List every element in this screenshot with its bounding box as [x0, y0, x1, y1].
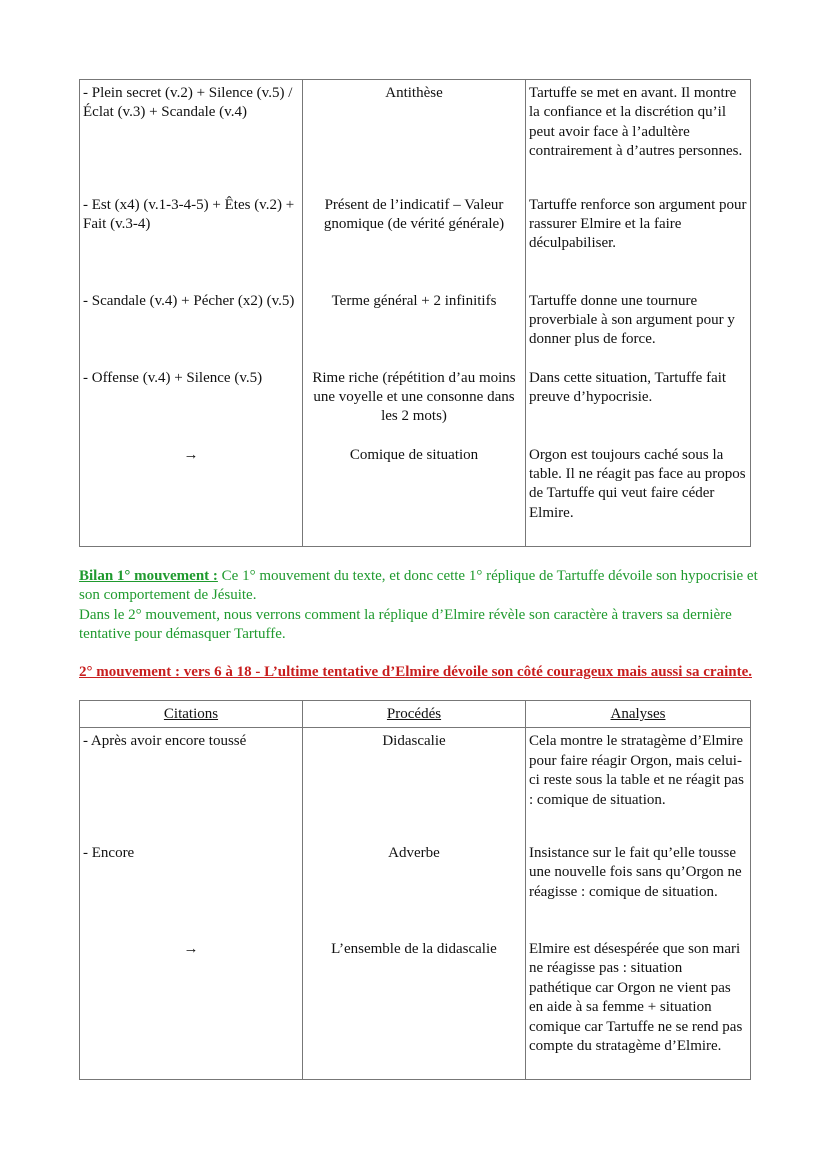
citation-cell: - Encore — [80, 844, 303, 940]
analyse-cell: Tartuffe donne une tournure proverbiale à son argument pour y donner plus de force. — [526, 292, 751, 369]
table-row — [80, 369, 751, 446]
analysis-table-2 — [79, 700, 751, 1080]
procede-cell: L’ensemble de la didascalie — [303, 940, 526, 1080]
mouvement-2-heading: 2° mouvement : vers 6 à 18 - L’ultime tentative d’Elmire dévoile son côté courageux mais aussi sa crainte. — [79, 664, 752, 680]
citation-cell — [80, 446, 303, 547]
table-row — [80, 728, 751, 844]
citation-cell: - Offense (v.4) + Silence (v.5) — [80, 369, 303, 446]
procede-cell: Comique de situation — [303, 446, 526, 547]
header-citations: Citations — [80, 701, 303, 728]
arrow-icon: → — [183, 940, 199, 957]
citation-cell — [80, 940, 303, 1080]
procede-cell: Terme général + 2 infinitifs — [303, 292, 526, 369]
table-row — [80, 80, 751, 196]
bilan-title: Bilan 1° mouvement : — [79, 568, 218, 584]
citation-cell: - Plein secret (v.2) + Silence (v.5) / Éclat (v.3) + Scandale (v.4) — [80, 80, 303, 196]
table-row — [80, 940, 751, 1080]
citation-cell: - Scandale (v.4) + Pécher (x2) (v.5) — [80, 292, 303, 369]
procede-cell: Antithèse — [303, 80, 526, 196]
table-header-row — [80, 701, 751, 728]
arrow-icon: → — [183, 446, 199, 463]
bilan-paragraph — [79, 567, 759, 645]
bilan-text-2: Dans le 2° mouvement, nous verrons comment la réplique d’Elmire révèle son caractère à travers sa dernière tentative pour démasquer Tartuffe. — [79, 606, 732, 643]
analyse-cell: Dans cette situation, Tartuffe fait preuve d’hypocrisie. — [526, 369, 751, 446]
table-row — [80, 196, 751, 292]
header-analyses: Analyses — [526, 701, 751, 728]
procede-cell: Présent de l’indicatif – Valeur gnomique (de vérité générale) — [303, 196, 526, 292]
analysis-table-1 — [79, 79, 751, 547]
procede-cell: Adverbe — [303, 844, 526, 940]
analyse-cell: Tartuffe se met en avant. Il montre la confiance et la discrétion qu’il peut avoir face à l’adultère contrairement à d’autres personnes. — [526, 80, 751, 196]
table-row — [80, 844, 751, 940]
procede-cell: Rime riche (répétition d’au moins une voyelle et une consonne dans les 2 mots) — [303, 369, 526, 446]
analyse-cell: Insistance sur le fait qu’elle tousse une nouvelle fois sans qu’Orgon ne réagisse : comique de situation. — [526, 844, 751, 940]
bilan-text: Ce 1° mouvement du texte, et donc cette 1° réplique de Tartuffe dévoile son hypocrisie et son comportement de Jésuite. — [79, 568, 758, 604]
table-row — [80, 446, 751, 547]
header-procedes: Procédés — [303, 701, 526, 728]
procede-cell: Didascalie — [303, 728, 526, 844]
analyse-cell: Tartuffe renforce son argument pour rassurer Elmire et la faire déculpabiliser. — [526, 196, 751, 292]
analyse-cell: Cela montre le stratagème d’Elmire pour faire réagir Orgon, mais celui-ci reste sous la table et ne réagit pas : comique de situation. — [526, 728, 751, 844]
table-row — [80, 292, 751, 369]
citation-cell: - Après avoir encore toussé — [80, 728, 303, 844]
citation-cell: - Est (x4) (v.1-3-4-5) + Êtes (v.2) + Fait (v.3-4) — [80, 196, 303, 292]
analyse-cell: Orgon est toujours caché sous la table. Il ne réagit pas face au propos de Tartuffe qui veut faire céder Elmire. — [526, 446, 751, 547]
analyse-cell: Elmire est désespérée que son mari ne réagisse pas : situation pathétique car Orgon ne vient pas en aide à sa femme + situation comique car Tartuffe ne se rend pas compte du stratagème d’Elmire. — [526, 940, 751, 1080]
